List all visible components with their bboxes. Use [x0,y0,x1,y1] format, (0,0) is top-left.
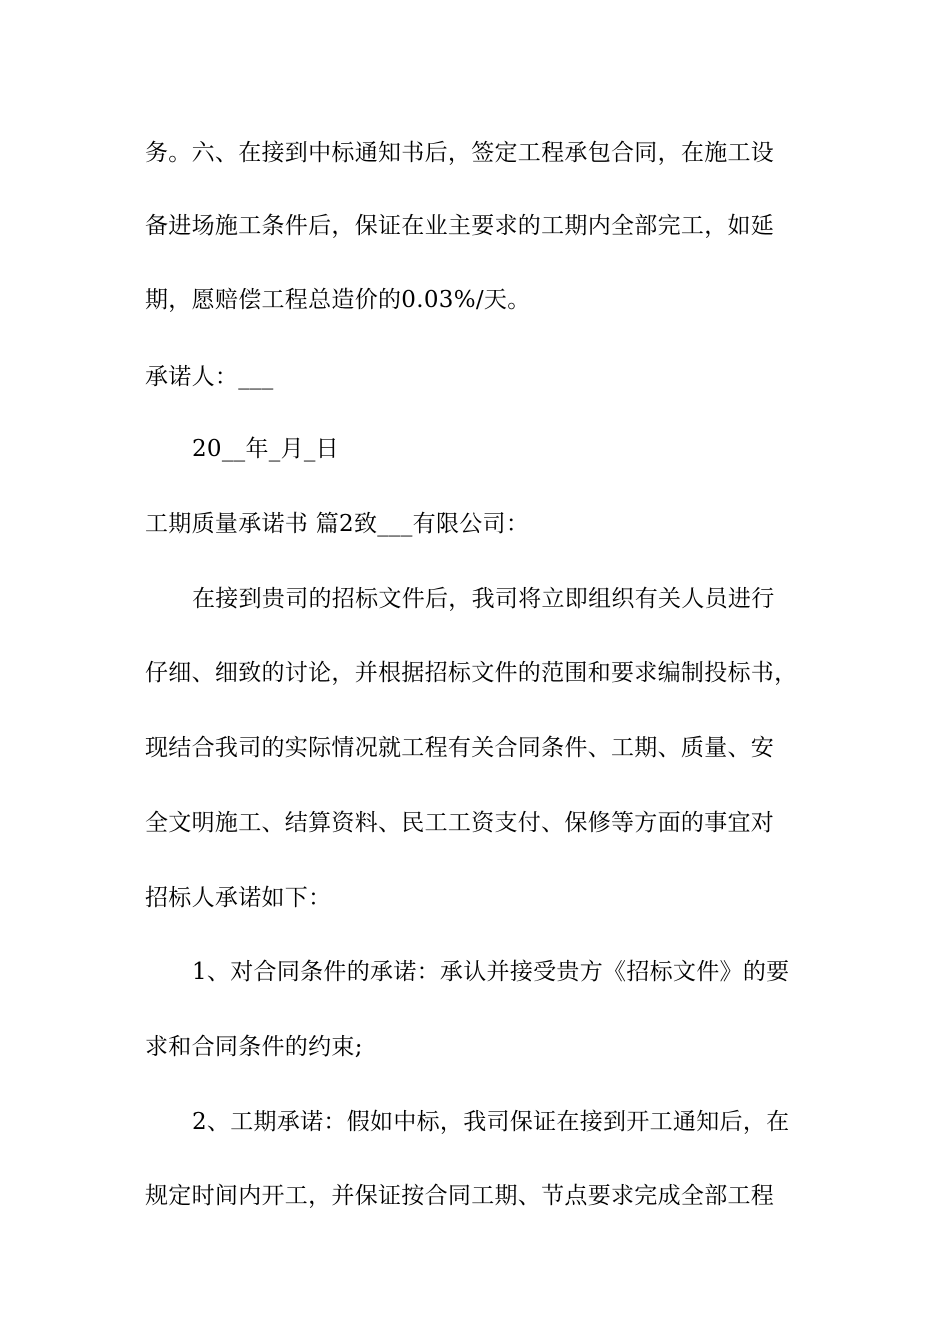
text-line: 在接到贵司的招标文件后，我司将立即组织有关人员进行 [192,586,775,612]
signatory-line: 承诺人：___ [145,364,274,390]
text-line: 期，愿赔偿工程总造价的0.03%/天。 [145,287,531,313]
text-line: 全文明施工、结算资料、民工工资支付、保修等方面的事宜对 [145,810,775,836]
section-heading: 工期质量承诺书 篇2致___有限公司： [145,511,530,537]
text-line: 求和合同条件的约束; [145,1034,363,1060]
text-line: 2、工期承诺：假如中标，我司保证在接到开工通知后，在 [192,1109,790,1135]
text-line: 1、对合同条件的承诺：承认并接受贵方《招标文件》的要 [192,959,790,985]
text-line: 招标人承诺如下： [145,885,332,911]
text-line: 规定时间内开工，并保证按合同工期、节点要求完成全部工程 [145,1183,775,1209]
text-line: 务。六、在接到中标通知书后，签定工程承包合同，在施工设 [145,140,775,166]
text-line: 仔细、细致的讨论，并根据招标文件的范围和要求编制投标书， [145,660,798,686]
date-line: 20__年_月_日 [192,436,339,462]
text-line: 备进场施工条件后，保证在业主要求的工期内全部完工，如延 [145,213,775,239]
text-line: 现结合我司的实际情况就工程有关合同条件、工期、质量、安 [145,735,775,761]
